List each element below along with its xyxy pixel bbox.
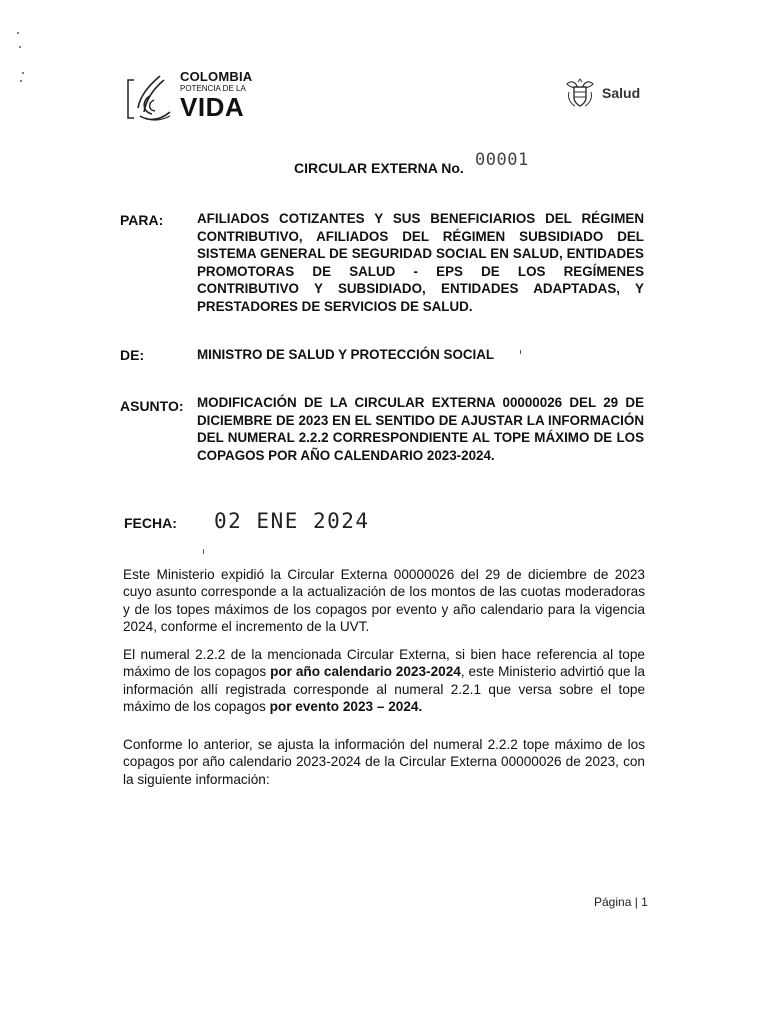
- asunto-subject: MODIFICACIÓN DE LA CIRCULAR EXTERNA 00000026 DEL 29 DE DICIEMBRE DE 2023 EN EL SENTIDO DE AJUSTAR LA INFORMACIÓN DEL NUMERAL 2.2.2 CORRESPONDIENTE AL TOPE MÁXIMO DE LOS COPAGOS POR AÑO CALENDARIO 2023-2024.: [197, 395, 644, 463]
- asunto-label: ASUNTO:: [120, 398, 184, 414]
- salud-logo: [563, 78, 653, 110]
- page-number: Página | 1: [594, 895, 648, 909]
- scan-speck: [17, 32, 19, 34]
- body-paragraph-2-text-a: El numeral 2.2.2 de la mencionada Circular Externa, si bien hace referencia al tope máximo de los copagos: [123, 647, 645, 680]
- de-label: DE:: [120, 347, 145, 363]
- body-paragraph-3: Conforme lo anterior, se ajusta la información del numeral 2.2.2 tope máximo de los copagos por año calendario 2023-2024 de la Circular Externa 00000026 de 2023, con la siguiente información:: [123, 737, 645, 787]
- para-recipients: AFILIADOS COTIZANTES Y SUS BENEFICIARIOS DEL RÉGIMEN CONTRIBUTIVO, AFILIADOS DEL RÉGIMEN SUBSIDIADO DEL SISTEMA GENERAL DE SEGURIDAD SOCIAL EN SALUD, ENTIDADES PROMOTORAS DE SALUD - EPS DE LOS REGÍMENES CONTRIBUTIVO Y SUBSIDIADO, ENTIDADES ADAPTADAS, Y PRESTADORES DE SERVICIOS DE SALUD.: [197, 211, 644, 314]
- logo-text-vida: VIDA: [180, 92, 245, 122]
- logo-text-colombia: COLOMBIA: [180, 69, 253, 84]
- logo-text-potencia: POTENCIA DE LA: [180, 84, 246, 93]
- fecha-label: FECHA:: [124, 515, 177, 531]
- body-paragraph-2-text-b: , este Ministerio advirtió que la información allí registrada corresponde al numeral 2.2.1 que versa sobre el tope máximo de los copagos: [123, 664, 645, 714]
- scan-speck: [203, 549, 204, 554]
- colombia-potencia-de-la-vida-logo: [120, 70, 270, 126]
- body-paragraph-2-emphasis-b: por evento 2023 – 2024.: [269, 698, 423, 714]
- salud-logo-text: Salud: [602, 85, 641, 101]
- coat-of-arms-icon: [563, 78, 597, 110]
- body-paragraph-1: Este Ministerio expidió la Circular Externa 00000026 del 29 de diciembre de 2023 cuyo asunto corresponde a la actualización de los montos de las cuotas moderadoras y de los topes máximos de los copagos por evento y año calendario para la vigencia 2024, conforme el incremento de la UVT.: [123, 567, 645, 634]
- scan-speck: [20, 80, 22, 82]
- circular-title: CIRCULAR EXTERNA No.: [294, 160, 464, 176]
- para-label: PARA:: [120, 212, 164, 228]
- body-paragraph-2-emphasis-a: por año calendario 2023-2024: [270, 664, 461, 680]
- scan-speck: [19, 46, 21, 48]
- colombia-logo-mark-icon: [120, 72, 172, 124]
- circular-number: 00001: [475, 150, 529, 170]
- fecha-stamp-date: 02 ENE 2024: [214, 509, 370, 533]
- body-paragraph-2: [123, 646, 645, 715]
- de-sender: MINISTRO DE SALUD Y PROTECCIÓN SOCIAL: [197, 347, 495, 362]
- scan-speck: [22, 72, 24, 74]
